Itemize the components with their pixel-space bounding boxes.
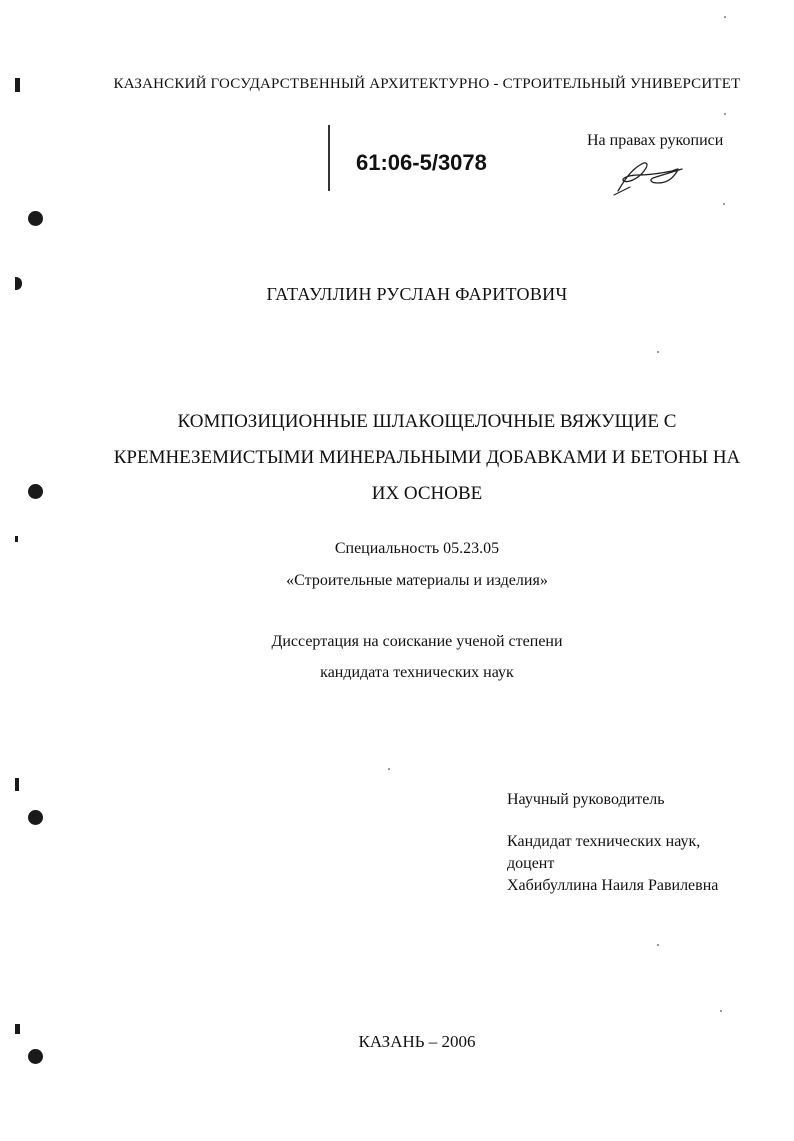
title-line: ИХ ОСНОВЕ bbox=[371, 483, 483, 504]
scan-mark bbox=[15, 78, 20, 92]
dissertation-title bbox=[60, 404, 794, 512]
dissertation-line-1: Диссертация на соискание ученой степени bbox=[271, 633, 563, 650]
specialty-code: Специальность 05.23.05 bbox=[334, 540, 500, 557]
supervisor-heading: Научный руководитель bbox=[507, 791, 665, 808]
binder-hole bbox=[28, 810, 43, 825]
archive-code: 61:06-5/3078 bbox=[356, 150, 487, 175]
scan-speck bbox=[388, 768, 390, 770]
binder-hole bbox=[28, 484, 43, 499]
title-line: КРЕМНЕЗЕМИСТЫМИ МИНЕРАЛЬНЫМИ ДОБАВКАМИ И БЕТОНЫ НА bbox=[113, 447, 741, 468]
scan-speck bbox=[657, 944, 659, 946]
supervisor-name: Хабибуллина Наиля Равилевна bbox=[507, 877, 719, 894]
dissertation-line-2: кандидата технических наук bbox=[320, 664, 514, 681]
scan-speck bbox=[723, 203, 725, 205]
author-name: ГАТАУЛЛИН РУСЛАН ФАРИТОВИЧ bbox=[266, 284, 568, 304]
scan-speck bbox=[724, 113, 726, 115]
university-name: КАЗАНСКИЙ ГОСУДАРСТВЕННЫЙ АРХИТЕКТУРНО - СТРОИТЕЛЬНЫЙ УНИВЕРСИТЕТ bbox=[113, 76, 741, 92]
scan-mark bbox=[15, 1024, 20, 1034]
title-line: КОМПОЗИЦИОННЫЕ ШЛАКОЩЕЛОЧНЫЕ ВЯЖУЩИЕ С bbox=[177, 411, 677, 432]
scan-mark bbox=[15, 778, 19, 791]
rights-note: На правах рукописи bbox=[587, 132, 724, 149]
scan-mark bbox=[15, 536, 18, 542]
binder-hole bbox=[28, 211, 43, 226]
city-year: КАЗАНЬ – 2006 bbox=[358, 1032, 476, 1051]
supervisor-block bbox=[507, 831, 718, 897]
signature-image bbox=[610, 157, 690, 199]
scan-speck bbox=[720, 1010, 722, 1012]
supervisor-rank: доцент bbox=[507, 855, 555, 872]
scan-speck bbox=[657, 351, 659, 353]
supervisor-degree: Кандидат технических наук, bbox=[507, 833, 701, 850]
scan-mark bbox=[15, 277, 22, 290]
specialty-name: «Строительные материалы и изделия» bbox=[286, 572, 548, 589]
archive-stamp-bar bbox=[328, 125, 330, 191]
scan-speck bbox=[724, 16, 726, 18]
